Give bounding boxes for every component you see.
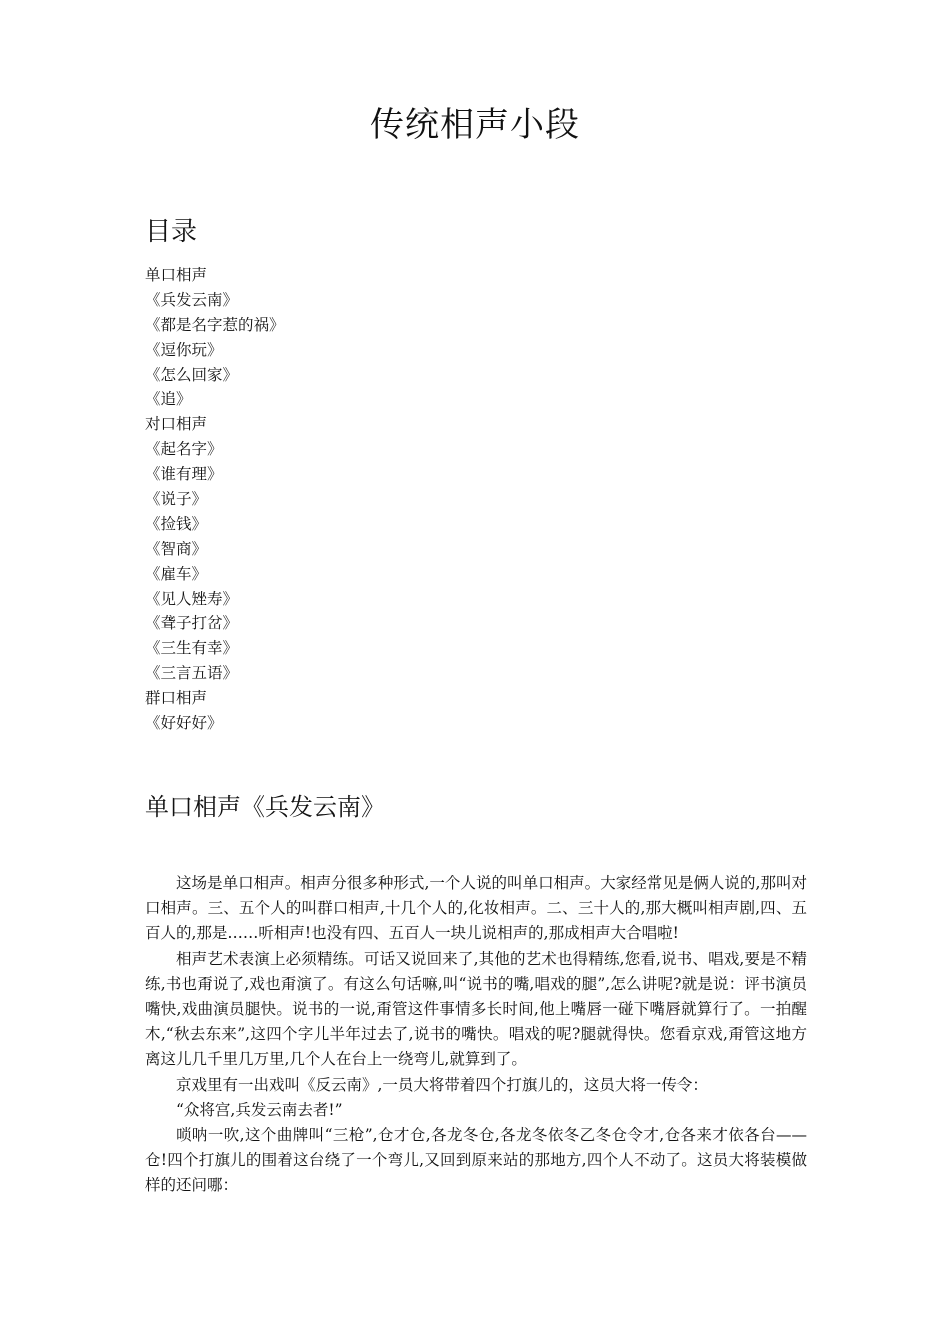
toc-item[interactable]: 《捡钱》 [145,514,208,533]
toc-list [145,263,285,736]
body-paragraph: 这场是单口相声。相声分很多种形式,一个人说的叫单口相声。大家经常见是俩人说的,那叫对口相声。三、五个人的叫群口相声,十几个人的,化妆相声。二、三十人的,那大概叫相声剧,四、五百人的,那是……听相声!也没有四、五百人一块儿说相声的,那成相声大合唱啦! [145,874,807,943]
toc-item[interactable]: 《雇车》 [145,564,208,583]
toc-category-single[interactable]: 单口相声 [145,266,208,284]
toc-item[interactable]: 《聋子打岔》 [145,614,239,633]
toc-item[interactable]: 《都是名字惹的祸》 [145,315,285,334]
toc-heading: 目录 [145,217,198,247]
toc-item[interactable]: 《追》 [145,390,192,409]
toc-item[interactable]: 《兵发云南》 [145,290,239,309]
body-paragraph: 京戏里有一出戏叫《反云南》,一员大将带着四个打旗儿的，这员大将一传令： [176,1075,708,1094]
toc-item[interactable]: 《逗你玩》 [145,340,223,359]
toc-item[interactable]: 《起名字》 [145,440,223,459]
toc-item[interactable]: 《怎么回家》 [145,365,239,384]
toc-item[interactable]: 《三言五语》 [145,664,239,683]
toc-category-group[interactable]: 群口相声 [145,689,208,708]
toc-item[interactable]: 《谁有理》 [145,465,223,484]
section-heading: 单口相声《兵发云南》 [145,793,385,821]
toc-item[interactable]: 《好好好》 [145,714,223,733]
body-paragraph: 相声艺术表演上必须精练。可话又说回来了,其他的艺术也得精练,您看,说书、唱戏,要是不精练,书也甭说了,戏也甭演了。有这么句话嘛,叫“说书的嘴,唱戏的腿”,怎么讲呢?就是说：评书演员嘴快,戏曲演员腿快。说书的一说,甭管这件事情多长时间,他上嘴唇一碰下嘴唇就算行了。一拍醒木,“秋去东来”,这四个字儿半年过去了,说书的嘴快。唱戏的呢?腿就得快。您看京戏,甭管这地方离这儿几千里几万里,几个人在台上一绕弯儿,就算到了。 [145,949,807,1069]
toc-item[interactable]: 《智商》 [145,539,208,558]
toc-item[interactable]: 《见人矬寿》 [145,589,239,608]
toc-category-dialogue[interactable]: 对口相声 [145,415,208,434]
toc-item[interactable]: 《三生有幸》 [145,639,239,658]
body-paragraph: “众将宫,兵发云南去者!” [176,1100,343,1119]
toc-item[interactable]: 《说子》 [145,490,208,509]
document-title: 传统相声小段 [370,105,580,145]
body-paragraph: 唢呐一吹,这个曲牌叫“三枪”,仓才仓,各龙冬仓,各龙冬依冬乙冬仓令才,仓各来才依各台——仓!四个打旗儿的围着这台绕了一个弯儿,又回到原来站的那地方,四个人不动了。这员大将装模做样的还问哪： [145,1126,807,1195]
section-body [145,871,807,1199]
